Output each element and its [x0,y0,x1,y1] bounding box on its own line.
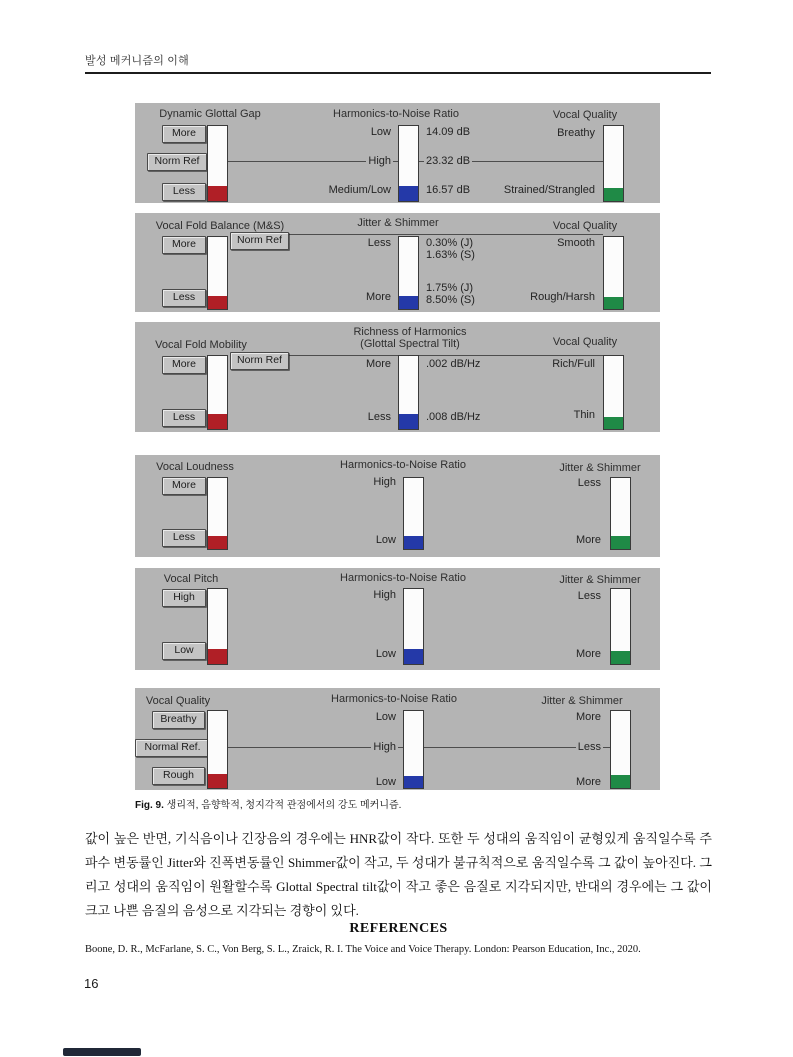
level-bar-perceptual [610,710,631,789]
figure-caption-label: Fig. 9. [135,800,164,811]
bar-fill [604,188,623,202]
high-button[interactable]: High [162,589,206,607]
level-label: Rough/Harsh [530,291,595,303]
figure-caption-text: 생리적, 음향학적, 청지각적 관점에서의 강도 메커니즘. [163,800,402,811]
level-label: More [575,534,601,546]
bar-fill [208,536,227,549]
level-label: Low [370,126,391,138]
bar-fill [399,186,418,201]
level-bar-acoustic [403,477,424,550]
more-button[interactable]: More [162,236,206,254]
level-label: Low [375,776,396,788]
level-label: Strained/Strangled [503,184,595,196]
reference-entry: Boone, D. R., McFarlane, S. C., Von Berg, S. L., Zraick, R. I. The Voice and Voice Therapy. London: Pearson Education, Inc., 2020. [85,944,641,955]
level-bar-physiologic [207,125,228,202]
footer-bar [63,1048,141,1056]
panel-title: Jitter & Shimmer [541,695,623,707]
level-bar-acoustic [398,355,419,430]
figure-panel-vocal-fold-balance [135,213,660,312]
more-button[interactable]: More [162,125,206,143]
level-label: Breathy [557,127,595,139]
level-bar-physiologic [207,588,228,665]
bar-fill [208,414,227,429]
panel-title: Harmonics-to-Noise Ratio [340,572,466,584]
level-bar-perceptual [603,236,624,310]
level-label: Less [367,411,391,423]
normal-ref-button[interactable]: Normal Ref. [135,739,210,757]
level-bar-physiologic [207,355,228,430]
value-label: 1.63% (S) [426,249,475,261]
bar-fill [611,775,630,788]
level-bar-acoustic [403,588,424,665]
panel-title: Vocal Quality [552,109,618,121]
level-label: High [368,155,391,167]
norm-ref-button[interactable]: Norm Ref [230,232,289,250]
level-label: More [365,291,391,303]
level-label: Thin [573,409,595,421]
level-label: More [575,711,601,723]
panel-title: Jitter & Shimmer [357,217,439,229]
norm-reference-line [287,355,603,356]
panel-title: Jitter & Shimmer [559,574,641,586]
level-label: Medium/Low [328,184,391,196]
bar-fill [611,651,630,664]
panel-title: Harmonics-to-Noise Ratio [340,459,466,471]
value-label: 8.50% (S) [426,294,475,306]
level-label: Less [577,477,601,489]
less-button[interactable]: Less [162,409,206,427]
level-label: Low [375,534,396,546]
bar-fill [208,186,227,201]
more-button[interactable]: More [162,356,206,374]
figure-panel-dynamic-glottal-gap [135,103,660,203]
panel-title: Richness of Harmonics [353,326,467,338]
less-button[interactable]: Less [162,183,206,201]
running-header: 발성 메커니즘의 이해 [85,55,189,67]
level-label: Smooth [557,237,595,249]
level-label: Less [577,741,601,753]
figure-panel-vocal-quality [135,688,660,790]
value-label: 16.57 dB [426,184,471,196]
less-button[interactable]: Less [162,289,206,307]
value-label: 14.09 dB [426,126,471,138]
panel-title: Vocal Fold Mobility [155,339,247,351]
bar-fill [604,297,623,309]
level-label: Rich/Full [552,358,595,370]
panel-title: Harmonics-to-Noise Ratio [331,693,457,705]
bar-fill [399,296,418,309]
norm-reference-line [287,234,603,235]
level-bar-perceptual [610,588,631,665]
bar-fill [604,417,623,429]
level-label: Less [367,237,391,249]
bar-fill [208,296,227,309]
level-label: High [373,741,396,753]
level-bar-physiologic [207,477,228,550]
level-bar-physiologic [207,236,228,310]
figure-caption [135,796,401,811]
level-label: More [365,358,391,370]
more-button[interactable]: More [162,477,206,495]
level-label: High [373,476,396,488]
bar-fill [404,536,423,549]
figure-panel-vocal-loudness [135,455,660,557]
panel-title: Jitter & Shimmer [559,462,641,474]
panel-title: Vocal Pitch [163,573,219,585]
bar-fill [404,649,423,664]
bar-fill [404,776,423,788]
norm-ref-button[interactable]: Norm Ref [147,153,207,171]
level-bar-acoustic [398,125,419,202]
breathy-button[interactable]: Breathy [152,711,205,729]
panel-title: Dynamic Glottal Gap [159,108,261,120]
level-bar-perceptual [610,477,631,550]
level-label: Low [375,648,396,660]
level-label: Less [577,590,601,602]
page-number: 16 [84,976,99,991]
bar-fill [399,414,418,429]
body-paragraph: 값이 높은 반면, 기식음이나 긴장음의 경우에는 HNR값이 작다. 또한 두 성대의 움직임이 균형있게 움직일수록 주파수 변동률인 Jitter와 진폭변동률인 Shimmer값이 작고, 두 성대가 불규칙적으로 움직일수록 그 값이 높아진다. 그리고 성대의 움직임이 원활할수록 Glottal Spectral tilt값이 작고 좋은 음질로 지각되지만, 반대의 경우에는 그 값이 크고 나쁜 음질의 음성으로 지각되는 경향이 있다. [85,831,712,918]
panel-title: Vocal Fold Balance (M&S) [155,220,285,232]
panel-title: Vocal Quality [552,220,618,232]
bar-fill [208,774,227,788]
low-button[interactable]: Low [162,642,206,660]
panel-title: Vocal Quality [552,336,618,348]
panel-title: Vocal Loudness [156,461,234,473]
level-bar-physiologic [207,710,228,789]
level-bar-acoustic [403,710,424,789]
value-label: .002 dB/Hz [426,358,481,370]
norm-ref-button[interactable]: Norm Ref [230,352,289,370]
panel-title: Harmonics-to-Noise Ratio [333,108,459,120]
value-label: 23.32 dB [426,155,471,167]
level-bar-perceptual [603,125,624,202]
level-label: Low [375,711,396,723]
level-label: More [575,648,601,660]
figure-panel-vocal-fold-mobility [135,322,660,432]
level-label: High [373,589,396,601]
references-heading: REFERENCES [349,921,448,936]
panel-subtitle: (Glottal Spectral Tilt) [360,338,460,350]
figure-panel-vocal-pitch [135,568,660,670]
header-rule [85,72,711,74]
less-button[interactable]: Less [162,529,206,547]
level-bar-perceptual [603,355,624,430]
value-label: 1.75% (J) [426,282,474,294]
level-bar-acoustic [398,236,419,310]
level-label: More [575,776,601,788]
panel-title: Vocal Quality [145,695,211,707]
rough-button[interactable]: Rough [152,767,205,785]
bar-fill [208,649,227,664]
value-label: 0.30% (J) [426,237,474,249]
value-label: .008 dB/Hz [426,411,481,423]
bar-fill [611,536,630,549]
